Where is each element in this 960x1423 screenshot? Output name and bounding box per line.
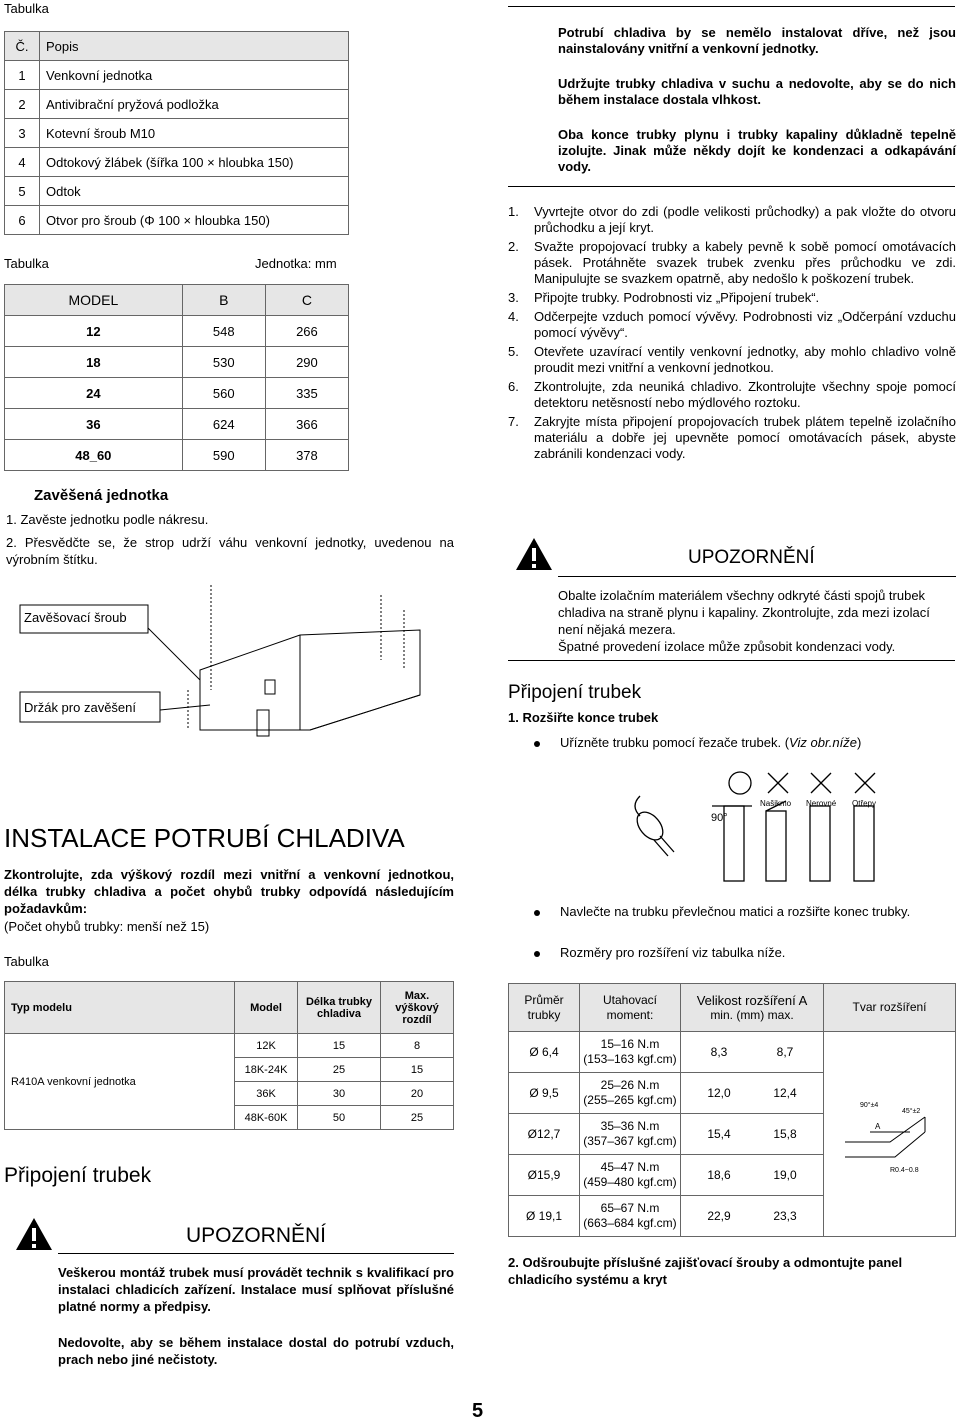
size-max: 23,3 (773, 1208, 797, 1223)
conn-step-2: 2. Odšroubujte příslušné zajišťovací šrouby a odmontujte panel chladicího systému a kryt (508, 1255, 903, 1287)
cell: 8 (381, 1034, 454, 1058)
cell: 560 (182, 378, 265, 409)
parts-table (4, 31, 349, 235)
table-row (5, 1034, 454, 1058)
cell-diameter: Ø12,7 (509, 1114, 580, 1155)
row-desc: Odtokový žlábek (šířka 100 × hloubka 150) (40, 148, 349, 177)
table-row (5, 61, 349, 90)
bullet-cut (560, 734, 861, 751)
col-header-length: Délka trubky chladiva (298, 982, 381, 1034)
col-header-num: Č. (5, 32, 40, 61)
table-row (5, 409, 349, 440)
col-header-torque: Utahovací moment: (580, 984, 681, 1032)
warning-divider-left (58, 1253, 454, 1254)
install-steps (508, 204, 956, 465)
step-number: 5. (508, 344, 519, 359)
bullet-flare: Navlečte na trubku převlečnou matici a rozšiřte konec trubky. (560, 904, 911, 919)
cell-size (681, 1196, 824, 1237)
cell: 24 (5, 378, 183, 409)
col-header-type: Typ modelu (5, 982, 235, 1034)
row-desc: Venkovní jednotka (40, 61, 349, 90)
flare-shape-diagram (840, 1087, 940, 1177)
col-header-c: C (265, 285, 348, 316)
col-header-model: Model (235, 982, 298, 1034)
table-row (5, 90, 349, 119)
step-number: 2. (6, 535, 17, 550)
cell-diameter: Ø 9,5 (509, 1073, 580, 1114)
cutting-diagram (620, 766, 890, 896)
dims-table-caption: Tabulka (4, 256, 49, 271)
col-header-diameter: Průměr trubky (509, 984, 580, 1032)
suspended-step-1 (6, 512, 208, 527)
label-bolt: Zavěšovací šroub (24, 610, 127, 625)
cut-label-burrs: Otřepy (852, 799, 877, 808)
parts-table-caption: Tabulka (4, 1, 49, 16)
row-num: 5 (5, 177, 40, 206)
cell-size (681, 1114, 824, 1155)
cell: 48_60 (5, 440, 183, 471)
warning-rule-bottom (508, 660, 955, 661)
col-header-model: MODEL (5, 285, 183, 316)
cell: 266 (265, 316, 348, 347)
list-item (508, 204, 956, 236)
size-max: 8,7 (776, 1044, 794, 1059)
flare-45-text: 45°±2 (901, 1108, 920, 1115)
cell-torque (580, 1155, 681, 1196)
bullet-dims: Rozměry pro rozšíření viz tabulka níže. (560, 945, 786, 960)
flare-r-text: R0.4~0.8 (889, 1167, 919, 1174)
warning-line: Obalte izolačním materiálem všechny odkryté části spojů trubek chladiva na straně plynu i kapaliny. Zkontrolujte, zda mezi izolací není nějaká mezera. (558, 588, 930, 637)
conn-left-title: Připojení trubek (4, 1164, 152, 1187)
step-text: Přesvědčte se, že strop udrží váhu venkovní jednotky, uvedenou na výrobním štítku. (6, 535, 454, 567)
right-para-2: Udržujte trubky chladiva v suchu a nedovolte, aby se do nich během instalace dostala vlhkost. (558, 76, 956, 107)
cell: 15 (381, 1058, 454, 1082)
req-table-caption: Tabulka (4, 954, 49, 969)
table-row (5, 148, 349, 177)
cell: 590 (182, 440, 265, 471)
torque-kgf: (663–684 kgf.cm) (583, 1216, 677, 1230)
warning-divider-right (558, 576, 956, 577)
step-text: Otevřete uzavírací ventily venkovní jednotky, aby mohlo chladivo volně proudit mezi vnitřní a venkovní jednotkou. (534, 344, 956, 375)
torque-kgf: (153–163 kgf.cm) (583, 1052, 677, 1066)
cell: 25 (298, 1058, 381, 1082)
row-desc: Kotevní šroub M10 (40, 119, 349, 148)
warning-title-left: UPOZORNĚNÍ (186, 1224, 327, 1247)
torque-kgf: (459–480 kgf.cm) (583, 1175, 677, 1189)
table-row (5, 440, 349, 471)
cell-torque (580, 1114, 681, 1155)
step-number: 7. (508, 414, 519, 429)
cut-angle-label: 90° (711, 812, 728, 824)
cell: 48K-60K (235, 1106, 298, 1130)
row-desc: Antivibrační pryžová podložka (40, 90, 349, 119)
cell: 25 (381, 1106, 454, 1130)
list-item (508, 309, 956, 341)
torque-kgf: (357–367 kgf.cm) (583, 1134, 677, 1148)
flare-table (508, 983, 956, 1237)
cell-diameter: Ø 19,1 (509, 1196, 580, 1237)
suspended-title: Zavěšená jednotka (34, 487, 169, 504)
table-row (509, 1032, 956, 1073)
list-item (508, 414, 956, 462)
row-num: 6 (5, 206, 40, 235)
flare-size-label: Velikost rozšíření A (696, 992, 808, 1008)
suspended-step-2 (6, 534, 454, 568)
size-max: 15,8 (773, 1126, 797, 1141)
torque-nm: 25–26 N.m (600, 1078, 660, 1092)
install-title: INSTALACE POTRUBÍ CHLADIVA (4, 823, 405, 853)
right-para-1: Potrubí chladiva by se nemělo instalovat dříve, než jsou nainstalovány vnitřní a venkovní jednotky. (558, 25, 956, 56)
cell: 378 (265, 440, 348, 471)
cell: 12 (5, 316, 183, 347)
conn-right-title: Připojení trubek (508, 682, 642, 703)
cell: 36K (235, 1082, 298, 1106)
conn-step-1: 1. Rozšiřte konce trubek (508, 710, 659, 725)
cell-size (681, 1155, 824, 1196)
cell: 624 (182, 409, 265, 440)
list-item (508, 379, 956, 411)
table-row (5, 206, 349, 235)
torque-nm: 65–67 N.m (600, 1201, 660, 1215)
warning-line: Špatné provedení izolace může způsobit kondenzaci vody. (558, 639, 896, 654)
cell-torque (580, 1196, 681, 1237)
cell-torque (580, 1073, 681, 1114)
note-left: Nedovolte, aby se během instalace dostal do potrubí vzduch, prach nebo jiné nečistoty. (58, 1335, 454, 1367)
cell-type: R410A venkovní jednotka (5, 1034, 235, 1130)
right-top-rule (508, 6, 955, 7)
page-number: 5 (472, 1400, 484, 1422)
row-desc: Otvor pro šroub (Φ 100 × hloubka 150) (40, 206, 349, 235)
step-number: 6. (508, 379, 519, 394)
torque-nm: 45–47 N.m (600, 1160, 660, 1174)
size-max: 19,0 (773, 1167, 797, 1182)
row-desc: Odtok (40, 177, 349, 206)
cell: 290 (265, 347, 348, 378)
install-bends: (Počet ohybů trubky: menší než 15) (4, 919, 210, 934)
install-intro: Zkontrolujte, zda výškový rozdíl mezi vnitřní a venkovní jednotkou, délka trubky chladiva a počet ohybů trubky odpovídá následujícím požadavkům: (4, 867, 454, 916)
table-header (5, 982, 454, 1034)
step-text: Zkontrolujte, zda neuniká chladivo. Zkontrolujte všechny spoje pomocí detektoru netěsností nebo mýdlového roztoku. (534, 379, 956, 410)
step-text: Zakryjte místa připojení propojovacích trubek plátem tepelně izolačního materiálu a dobře jej upevněte pomocí omotávacích pásek, abyste zabránili kondenzaci vody. (534, 414, 956, 461)
col-header-desc: Popis (40, 32, 349, 61)
list-item (508, 344, 956, 376)
cell-diameter: Ø 6,4 (509, 1032, 580, 1073)
bullet-paren: ) (856, 735, 862, 750)
row-num: 3 (5, 119, 40, 148)
cell-torque (580, 1032, 681, 1073)
cell-diameter: Ø15,9 (509, 1155, 580, 1196)
ok-icon (729, 772, 751, 794)
torque-nm: 15–16 N.m (600, 1037, 660, 1051)
warning-title-right: UPOZORNĚNÍ (688, 547, 815, 568)
cell: 12K (235, 1034, 298, 1058)
flare-angle-text: 90°±4 (859, 1102, 878, 1109)
flare-min-label: min. (mm) (710, 1007, 765, 1022)
table-row (5, 378, 349, 409)
flare-max-label: max. (767, 1007, 794, 1022)
step-number: 2. (508, 239, 519, 254)
col-header-shape: Tvar rozšíření (824, 984, 956, 1032)
step-number: 4. (508, 309, 519, 324)
warning-icon (514, 536, 554, 572)
step-text: Zavěste jednotku podle nákresu. (20, 512, 209, 527)
bullet-icon (534, 741, 540, 747)
cell: 366 (265, 409, 348, 440)
bullet-ref: Viz obr.níže (789, 735, 857, 750)
torque-nm: 35–36 N.m (600, 1119, 660, 1133)
step-text: Odčerpejte vzduch pomocí vývěvy. Podrobnosti viz „Odčerpání vzduchu pomocí vývěvy“. (534, 309, 956, 340)
torque-kgf: (255–265 kgf.cm) (583, 1093, 677, 1107)
table-header (5, 285, 349, 316)
size-min: 8,3 (710, 1044, 728, 1059)
cell: 530 (182, 347, 265, 378)
col-header-b: B (182, 285, 265, 316)
step-text: Vyvrtejte otvor do zdi (podle velikosti průchodky) a pak vložte do otvoru průchodku a její kryt. (534, 204, 956, 235)
cell-shape (824, 1032, 956, 1237)
flare-a-text: A (874, 1122, 880, 1131)
cell: 548 (182, 316, 265, 347)
warning-text-right (558, 587, 956, 655)
warning-icon (14, 1216, 54, 1252)
row-num: 4 (5, 148, 40, 177)
table-row (5, 177, 349, 206)
bullet-text: Uřízněte trubku pomocí řezače trubek. ( (560, 735, 790, 750)
right-top-rule-bottom (508, 186, 955, 187)
step-text: Svažte propojovací trubky a kabely pevně k sobě pomocí omotávacích pásek. Protáhněte svazek trubek zvenku přes průchodku ve zdi. Manipulujte se svazkem opatrně, aby nedošlo k poškození trubek. (534, 239, 956, 286)
bullet-icon (534, 910, 540, 916)
cell: 20 (381, 1082, 454, 1106)
step-number: 1. (508, 204, 519, 219)
step-number: 3. (508, 290, 519, 305)
table-row (5, 316, 349, 347)
size-min: 18,6 (707, 1167, 731, 1182)
cell: 36 (5, 409, 183, 440)
cell: 335 (265, 378, 348, 409)
cell: 30 (298, 1082, 381, 1106)
warning-text-left: Veškerou montáž trubek musí provádět technik s kvalifikací pro instalaci chladicích zařízení. Instalace musí splňovat příslušné platné normy a předpisy. (58, 1265, 454, 1314)
cut-label-oblique: Našikmo (760, 799, 792, 808)
bullet-icon (534, 951, 540, 957)
table-row (5, 347, 349, 378)
table-header (5, 32, 349, 61)
size-min: 15,4 (707, 1126, 731, 1141)
col-header-max-height: Max. výškový rozdíl (381, 982, 454, 1034)
table-row (5, 119, 349, 148)
size-min: 12,0 (707, 1085, 731, 1100)
right-para-3: Oba konce trubky plynu i trubky kapaliny důkladně tepelně izolujte. Jinak může někdy dojít ke kondenzaci a odkapávání vody. (558, 127, 956, 174)
size-min: 22,9 (707, 1208, 731, 1223)
row-num: 2 (5, 90, 40, 119)
dims-table (4, 284, 349, 471)
step-text: Připojte trubky. Podrobnosti viz „Připojení trubek“. (534, 290, 820, 305)
cell-size (681, 1032, 824, 1073)
cell: 50 (298, 1106, 381, 1130)
cell: 18 (5, 347, 183, 378)
step-number: 1. (6, 512, 17, 527)
label-holder: Držák pro zavěšení (24, 700, 136, 715)
cell-size (681, 1073, 824, 1114)
row-num: 1 (5, 61, 40, 90)
requirements-table (4, 981, 454, 1130)
cut-label-uneven: Nerovné (806, 799, 837, 808)
size-max: 12,4 (773, 1085, 797, 1100)
list-item (508, 290, 956, 306)
col-header-flare-size (681, 984, 824, 1032)
list-item (508, 239, 956, 287)
table-header (509, 984, 956, 1032)
dims-table-unit: Jednotka: mm (255, 256, 337, 271)
cell: 15 (298, 1034, 381, 1058)
cell: 18K-24K (235, 1058, 298, 1082)
